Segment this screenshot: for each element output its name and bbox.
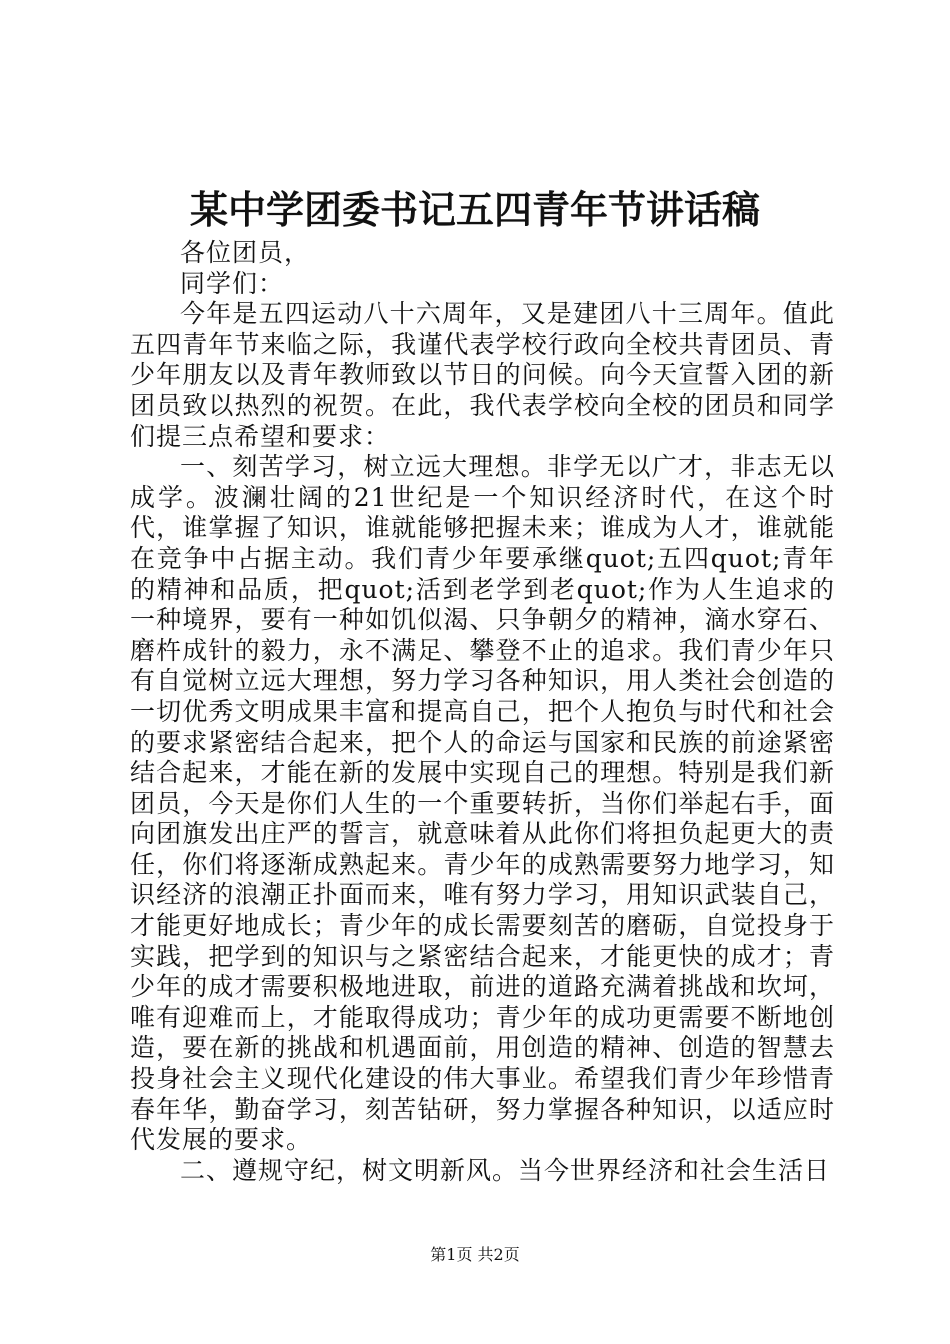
page-footer: 第1页 共2页: [430, 1245, 520, 1264]
paragraph-intro: 今年是五四运动八十六周年，又是建团八十三周年。值此五四青年节来临之际，我谨代表学校行政向全校共青团员、青少年朋友以及青年教师致以节日的问候。向今天宣誓入团的新团员致以热烈的祝贺。在此，我代表学校向全校的团员和同学们提三点希望和要求：: [130, 299, 835, 451]
greeting-line-2: 同学们：: [180, 268, 285, 298]
paragraph-point-two: 二、遵规守纪，树文明新风。当今世界经济和社会生活日: [180, 1155, 831, 1185]
document-title: 某中学团委书记五四青年节讲话稿: [189, 187, 760, 232]
document-body: [130, 238, 835, 1186]
greeting-line-1: 各位团员，: [180, 238, 311, 267]
paragraph-point-one: 一、刻苦学习，树立远大理想。非学无以广才，非志无以成学。波澜壮阔的21世纪是一个知识经济时代，在这个时代，谁掌握了知识，谁就能够把握未来；谁成为人才，谁就能在竞争中占据主动。我们青少年要承继quot;五四quot;青年的精神和品质，把quot;活到老学到老quot;作为人生追求的一种境界，要有一种如饥似渴、只争朝夕的精神，滴水穿石、磨杵成针的毅力，永不满足、攀登不止的追求。我们青少年只有自觉树立远大理想，努力学习各种知识，用人类社会创造的一切优秀文明成果丰富和提高自己，把个人抱负与时代和社会的要求紧密结合起来，把个人的命运与国家和民族的前途紧密结合起来，才能在新的发展中实现自己的理想。特别是我们新团员，今天是你们人生的一个重要转折，当你们举起右手，面向团旗发出庄严的誓言，就意味着从此你们将担负起更大的责任，你们将逐渐成熟起来。青少年的成熟需要努力地学习，知识经济的浪潮正扑面而来，唯有努力学习，用知识武装自己，才能更好地成长；青少年的成长需要刻苦的磨砺，自觉投身于实践，把学到的知识与之紧密结合起来，才能更快的成才；青少年的成才需要积极地进取，前进的道路充满着挑战和坎坷，唯有迎难而上，才能取得成功；青少年的成功更需要不断地创造，要在新的挑战和机遇面前，用创造的精神、创造的智慧去投身社会主义现代化建设的伟大事业。希望我们青少年珍惜青春年华，勤奋学习，刻苦钻研，努力掌握各种知识，以适应时代发展的要求。: [130, 452, 835, 1155]
